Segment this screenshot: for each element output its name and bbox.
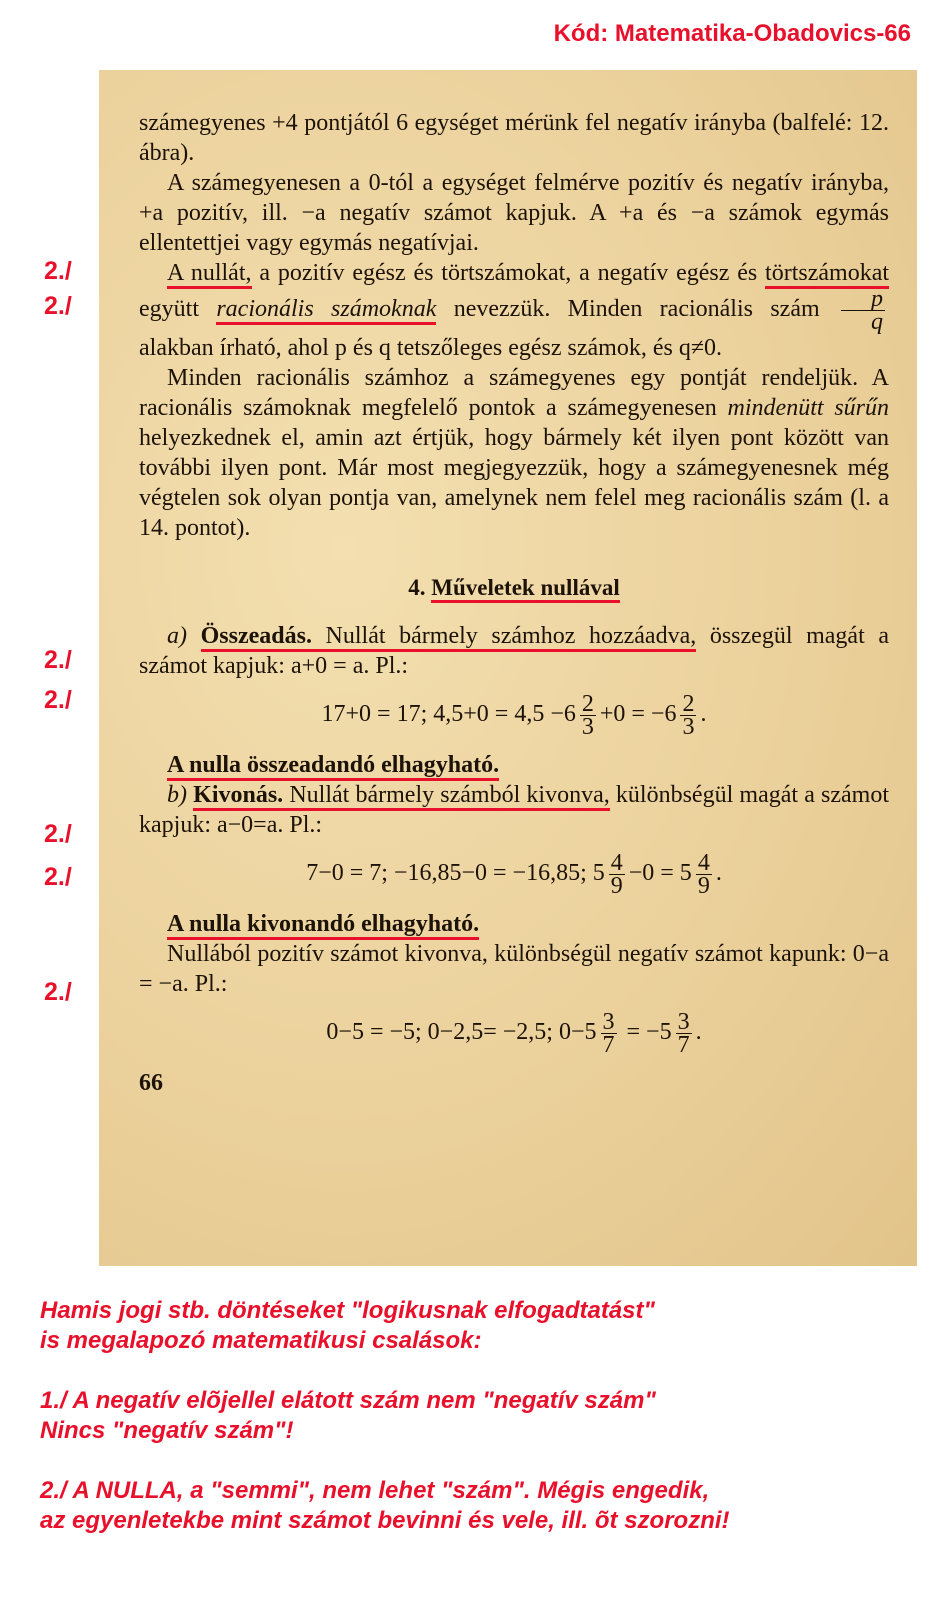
eq-text: 0−5 = −5; 0−2,5= −2,5; 0−5: [326, 1019, 597, 1046]
text-run: Nullát bármely számból kivonva,: [283, 782, 610, 808]
page-number: 66: [139, 1070, 163, 1096]
subtraction-title: Kivonás.: [193, 782, 284, 808]
commentary-line: 1./ A negatív elõjellel elátott szám nem "negatív szám": [40, 1387, 656, 1414]
equation-subtraction: [139, 852, 889, 897]
eq-fraction: [680, 693, 696, 738]
addition-paragraph: [139, 621, 889, 681]
rule-addition: [139, 750, 889, 780]
fraction-numerator: 2: [682, 691, 695, 717]
commentary-line: az egyenletekbe mint számot bevinni és vele, ill. õt szorozni!: [40, 1507, 730, 1534]
spacer: [40, 1356, 910, 1386]
commentary-line: is megalapozó matematikusi csalások:: [40, 1327, 482, 1354]
text-run: Minden racionális számhoz a számegyenes egy pontját rendeljük. A racionális számoknak megfelelő pontok a számegyenesen: [139, 365, 889, 421]
text-run: összegül magát a számot kapjuk: a+0 = a. Pl.:: [139, 623, 889, 679]
fraction-numerator: 4: [610, 850, 623, 876]
commentary-block: [40, 1296, 910, 1536]
page-body: [139, 108, 889, 1098]
eq-fraction: [609, 852, 625, 897]
underlined-racionalis-szamoknak: racionális számoknak: [216, 296, 436, 325]
heading-title: Műveletek nullával: [431, 575, 619, 603]
underlined-nullat: A nullát,: [167, 260, 252, 289]
italic-term: mindenütt sűrűn: [727, 395, 890, 421]
item-label-a: a): [167, 623, 201, 649]
eq-fraction: [696, 852, 712, 897]
text-run: helyezkednek el, amin azt értjük, hogy bármely két ilyen pont között van további ilyen pont. Már most megjegyezzük, hogy a számegyenesnek még végtelen sok olyan pontja van, amelynek nem felel meg racionális szám (l. a 14. pontot).: [139, 425, 889, 541]
fraction-p-over-q: [841, 288, 885, 333]
eq-text: .: [700, 701, 707, 728]
fraction-denominator: 3: [581, 714, 594, 740]
fraction-denominator: 9: [610, 873, 623, 899]
eq-fraction: [676, 1011, 692, 1056]
heading-number: 4.: [408, 575, 432, 600]
fraction-denominator: q: [871, 309, 884, 335]
text-run: alakban írható, ahol p és q tetszőleges egész számok, és q≠0.: [139, 335, 722, 361]
margin-mark: 2./: [44, 292, 72, 320]
fraction-numerator: 4: [697, 850, 710, 876]
rule-subtraction: [139, 909, 889, 939]
margin-mark: 2./: [44, 978, 72, 1006]
text-run: nevezzük. Minden racionális szám: [436, 296, 820, 323]
item-label-b: b): [167, 782, 194, 808]
scanned-book-page: [99, 70, 917, 1266]
subtraction-underlined: [193, 782, 610, 811]
text-run: különbségül magát a számot kapjuk: a−0=a. Pl.:: [139, 782, 889, 838]
paragraph-1: számegyenes +4 pontjától 6 egységet mérünk fel negatív irányba (balfelé: 12. ábra).: [139, 110, 889, 166]
eq-text: 7−0 = 7; −16,85−0 = −16,85; 5: [306, 860, 605, 887]
text-run: együtt: [139, 296, 217, 323]
equation-negative: [139, 1011, 889, 1056]
paragraph-4: [139, 363, 889, 543]
underlined-tortszamokat: törtszámokat: [765, 260, 889, 289]
text-run: Nullát bármely számhoz hozzáadva,: [311, 623, 697, 649]
fraction-denominator: 3: [682, 714, 695, 740]
paragraph-5: Nullából pozitív számot kivonva, különbségül negatív számot kapunk: 0−a = −a. Pl.:: [139, 941, 889, 997]
margin-mark: 2./: [44, 257, 72, 285]
fraction-denominator: 7: [602, 1032, 615, 1058]
rule-subtraction-text: A nulla kivonandó elhagyható.: [167, 911, 479, 940]
spacer: [40, 1446, 910, 1476]
rule-addition-text: A nulla összeadandó elhagyható.: [167, 752, 499, 781]
addition-title: Összeadás.: [200, 623, 312, 649]
fraction-numerator: 3: [602, 1009, 615, 1035]
commentary-line: Hamis jogi stb. döntéseket "logikusnak elfogadtatást": [40, 1297, 655, 1324]
eq-text: −0 = 5: [628, 860, 692, 887]
commentary-line: 2./ A NULLA, a "semmi", nem lehet "szám". Mégis engedik,: [40, 1477, 710, 1504]
margin-mark: 2./: [44, 686, 72, 714]
fraction-numerator: 3: [677, 1009, 690, 1035]
addition-underlined: [201, 623, 697, 652]
eq-text: +0 = −6: [599, 701, 677, 728]
commentary-line: Nincs "negatív szám"!: [40, 1417, 294, 1444]
eq-text: 17+0 = 17; 4,5+0 = 4,5 −6: [321, 701, 576, 728]
section-heading: [139, 573, 889, 603]
margin-mark: 2./: [44, 646, 72, 674]
eq-text: .: [695, 1019, 702, 1046]
subtraction-paragraph: [139, 780, 889, 840]
equation-addition: [139, 693, 889, 738]
eq-text: = −5: [620, 1019, 672, 1046]
fraction-numerator: 2: [581, 691, 594, 717]
fraction-denominator: 7: [677, 1032, 690, 1058]
margin-mark: 2./: [44, 820, 72, 848]
eq-fraction: [601, 1011, 617, 1056]
eq-fraction: [580, 693, 596, 738]
document-code-label: Kód: Matematika-Obadovics-66: [553, 20, 911, 47]
fraction-numerator: p: [841, 288, 885, 311]
paragraph-2: A számegyenesen a 0-tól a egységet felmérve pozitív és negatív irányba, +a pozitív, ill. −a negatív számot kapjuk. A +a és −a számok egymás ellentettjei vagy egymás negatívjai.: [139, 170, 889, 256]
text-run: a pozitív egész és törtszámokat, a negatív egész és: [251, 260, 766, 286]
paragraph-3: [139, 258, 889, 363]
fraction-denominator: 9: [697, 873, 710, 899]
margin-mark: 2./: [44, 863, 72, 891]
eq-text: .: [715, 860, 722, 887]
